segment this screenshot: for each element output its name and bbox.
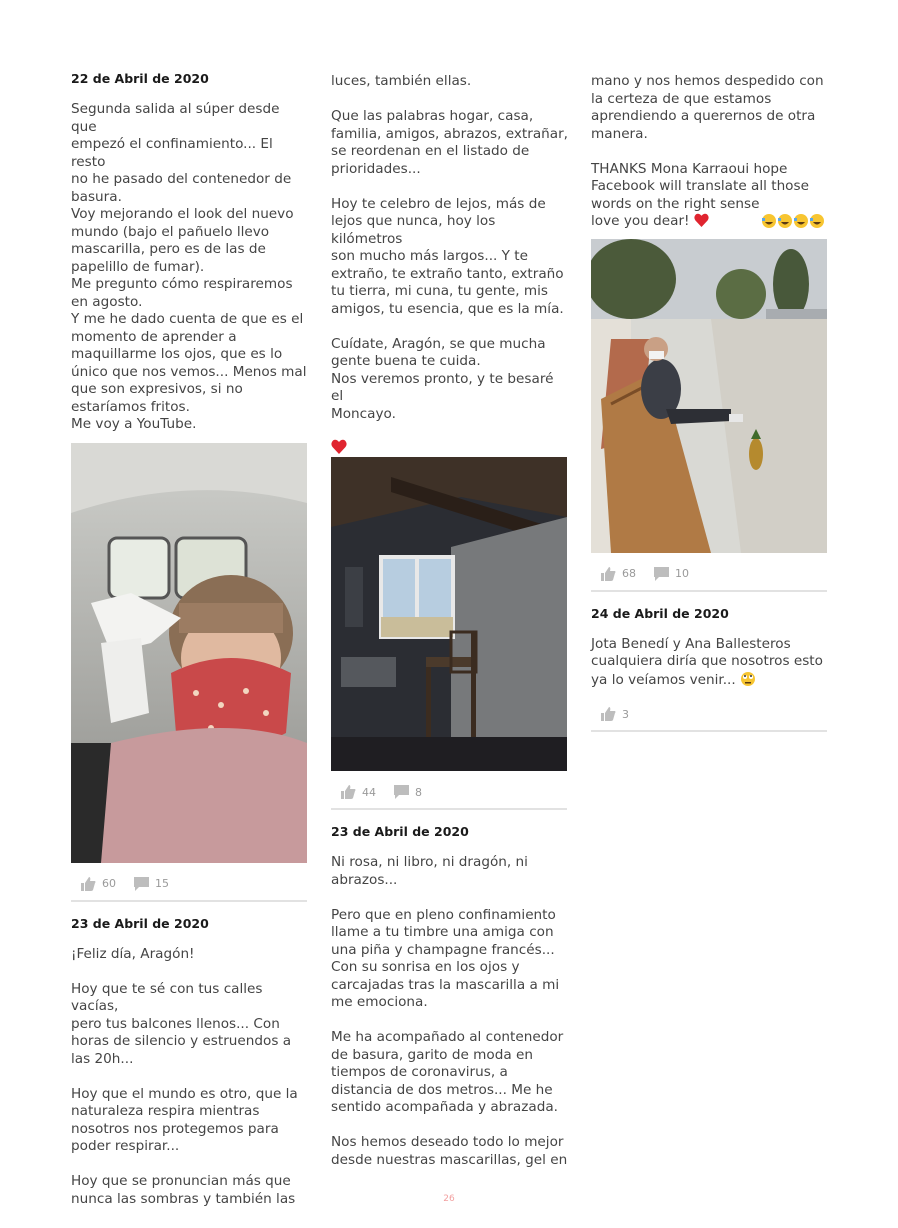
comment-icon (654, 567, 669, 581)
column-2 (331, 0, 569, 1169)
comments-count: 8 (415, 785, 422, 799)
thumbs-up-icon (601, 567, 616, 581)
comments-count: 10 (675, 567, 689, 580)
likes[interactable] (601, 707, 629, 721)
reactions-bar (71, 873, 309, 895)
post-text-continued: mano y nos hemos despedido con la certeza de que estamos aprendiendo a querernos de otra manera. THANKS Mona Karraoui hope Facebook will translate all those words on the right sense (591, 73, 824, 212)
comments[interactable] (134, 877, 169, 891)
eye-roll-emoji-icon (740, 671, 756, 687)
heart-icon (331, 439, 347, 454)
comment-icon (394, 785, 409, 799)
likes[interactable] (341, 785, 376, 799)
thumbs-up-icon (601, 707, 616, 721)
likes-count: 44 (362, 785, 376, 799)
reactions-bar (591, 563, 829, 585)
reactions-bar (331, 781, 569, 803)
likes-count: 68 (622, 567, 636, 580)
post-text (591, 636, 829, 690)
heart-icon (694, 213, 709, 227)
laughing-emoji-icon (761, 213, 825, 229)
comments-count: 15 (155, 877, 169, 890)
likes[interactable] (81, 877, 116, 891)
thumbs-up-icon (81, 877, 96, 891)
photo-room-window[interactable] (331, 457, 567, 771)
photo-selfie-mask[interactable] (71, 443, 307, 863)
post-text: Ni rosa, ni libro, ni dragón, ni abrazos... Pero que en pleno confinamiento llame a tu timbre una amiga con una piña y champagne francés... Con su sonrisa en los ojos y carcajadas tras la mascarilla a mi me emociona. Me ha acompañado al contenedor de basura, garito de moda en tiempos de coronavirus, a distancia de dos metros... Me he sentido acompañada y abrazada. Nos hemos deseado todo lo mejor desde nuestras mascarillas, gel en (331, 854, 568, 1168)
likes-count: 3 (622, 707, 629, 721)
comments[interactable] (394, 785, 422, 799)
comments[interactable] (654, 567, 689, 581)
post-text-body: Jota Benedí y Ana Ballesteros cualquiera diría que nosotros esto ya lo veíamos venir... (591, 635, 823, 688)
column-3 (591, 0, 829, 732)
column-1 (71, 0, 309, 1208)
post-text-continued: luces, también ellas. Que las palabras hogar, casa, familia, amigos, abrazos, extrañar, se reordenan en el listado de prioridades... Hoy te celebro de lejos, más de lejos que nunca, hoy los kilómetros son mucho más largos... Y te extraño, te extraño tanto, extraño tu tierra, mi cuna, tu gente, mis amigos, tu esencia, que es la mía. Cuídate, Aragón, se que mucha gente buena te cuida. Nos veremos pronto, y te besaré el Moncayo. (331, 73, 569, 422)
photo-bench-street[interactable] (591, 239, 827, 553)
post-date: 24 de Abril de 2020 (591, 605, 729, 621)
post-text: Segunda salida al súper desde que empezó el confinamiento... El resto no he pasado del contenedor de basura. Voy mejorando el look del nuevo mundo (bajo el pañuelo llevo mascarilla, pero es de las de papelillo de fumar). Me pregunto cómo respiraremos en agosto. Y me he dado cuenta de que es el momento de aprender a maquillarme los ojos, que es lo único que nos vemos... Menos mal que son expresivos, si no estaríamos fritos. Me voy a YouTube. (71, 101, 307, 432)
page-number: 26 (443, 1194, 455, 1204)
post-text: ¡Feliz día, Aragón! Hoy que te sé con tus calles vacías, pero tus balcones llenos... Con horas de silencio y estruendos a las 20h... Hoy que el mundo es otro, que la naturaleza respira mientras nosotros nos protegemos para poder respirar... Hoy que se pronuncian más que nunca las sombras y también las (71, 945, 298, 1207)
comment-icon (134, 877, 149, 891)
post-separator (591, 730, 827, 732)
likes[interactable] (601, 567, 636, 581)
post-date: 23 de Abril de 2020 (71, 915, 209, 931)
thumbs-up-icon (341, 785, 356, 799)
likes-count: 60 (102, 877, 116, 890)
post-date: 23 de Abril de 2020 (331, 824, 469, 839)
love-you-text: love you dear! (591, 213, 690, 229)
reactions-bar (591, 703, 829, 725)
post-date: 22 de Abril de 2020 (71, 71, 209, 86)
